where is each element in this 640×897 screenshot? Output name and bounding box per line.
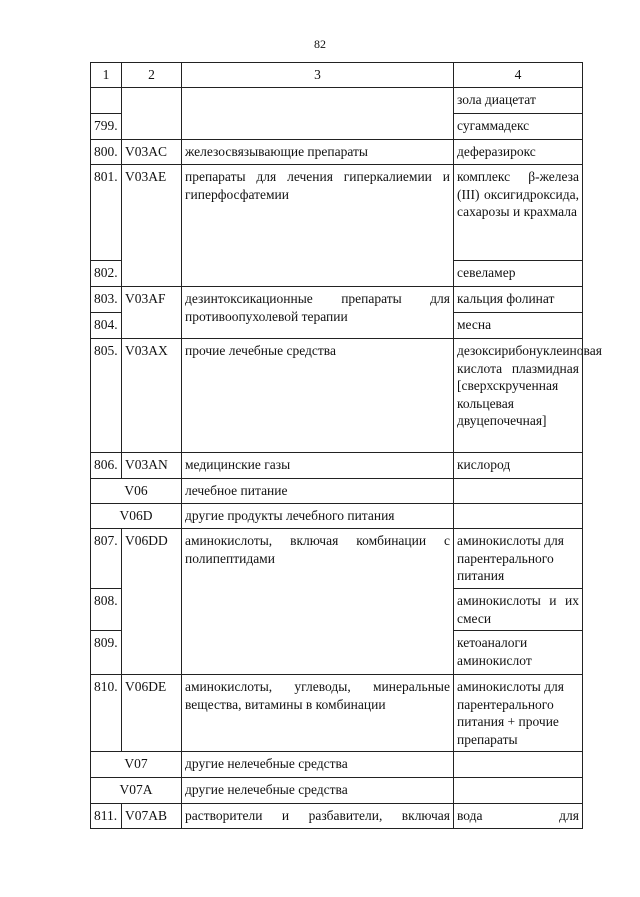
table-row — [91, 804, 583, 829]
header-cell: 3 — [182, 63, 454, 88]
group-name-cell: лечебное питание — [182, 479, 454, 504]
atc-code-cell: V03AF — [122, 287, 182, 339]
table-header-row — [91, 63, 583, 88]
group-name-cell: другие нелечебные средства — [182, 778, 454, 804]
drug-name-cell: зола диацетат — [454, 88, 583, 114]
drug-name-cell: севеламер — [454, 261, 583, 287]
row-number-cell: 802. — [91, 261, 122, 287]
group-name-cell: аминокислоты, включая комбинации с полипептидами — [182, 529, 454, 675]
row-number-cell — [91, 88, 122, 114]
drug-name-cell — [454, 752, 583, 778]
group-name-cell: другие нелечебные средства — [182, 752, 454, 778]
table-row — [91, 140, 583, 165]
row-number-cell: 805. — [91, 339, 122, 453]
drug-name-cell: вода для — [454, 804, 583, 829]
atc-code-cell: V06DE — [122, 675, 182, 752]
group-row — [91, 752, 583, 778]
row-number-cell: 799. — [91, 114, 122, 140]
group-name-cell: препараты для лечения гиперкалиемии и гиперфосфатемии — [182, 165, 454, 287]
atc-group-code-cell: V07 — [91, 752, 182, 778]
drug-name-cell: кетоаналоги аминокислот — [454, 631, 583, 675]
row-number-cell: 810. — [91, 675, 122, 752]
drug-classification-table — [90, 62, 602, 829]
drug-name-cell: аминокислоты для парентерального питания + прочие препараты — [454, 675, 583, 752]
atc-group-code-cell: V06 — [91, 479, 182, 504]
table-row — [91, 165, 583, 261]
atc-code-cell: V07AB — [122, 804, 182, 829]
table-row — [91, 453, 583, 479]
drug-name-cell: сугаммадекс — [454, 114, 583, 140]
table-row — [91, 339, 583, 453]
row-number-cell: 807. — [91, 529, 122, 589]
drug-name-cell: кальция фолинат — [454, 287, 583, 313]
drug-name-cell: деферазирокс — [454, 140, 583, 165]
group-name-cell — [182, 88, 454, 140]
drug-name-cell: комплекс β-железа (III) оксигидроксида, сахарозы и крахмала — [454, 165, 583, 261]
row-number-cell: 811. — [91, 804, 122, 829]
drug-name-cell — [454, 504, 583, 529]
row-number-cell: 801. — [91, 165, 122, 261]
group-row — [91, 778, 583, 804]
drug-name-cell: аминокислоты для парентерального питания — [454, 529, 583, 589]
drug-name-cell: кислород — [454, 453, 583, 479]
drug-name-cell: аминокислоты и их смеси — [454, 589, 583, 631]
row-number-cell: 806. — [91, 453, 122, 479]
atc-group-code-cell: V07A — [91, 778, 182, 804]
header-cell: 4 — [454, 63, 583, 88]
group-name-cell: железосвязывающие препараты — [182, 140, 454, 165]
drug-name-cell — [454, 778, 583, 804]
row-number-cell: 804. — [91, 313, 122, 339]
header-cell: 1 — [91, 63, 122, 88]
atc-code-cell: V03AC — [122, 140, 182, 165]
header-cell: 2 — [122, 63, 182, 88]
row-number-cell: 808. — [91, 589, 122, 631]
group-name-cell: прочие лечебные средства — [182, 339, 454, 453]
group-row — [91, 479, 583, 504]
row-number-cell: 800. — [91, 140, 122, 165]
table-row — [91, 675, 583, 752]
group-name-cell: другие продукты лечебного питания — [182, 504, 454, 529]
group-name-cell: дезинтоксикационные препараты для противоопухолевой терапии — [182, 287, 454, 339]
atc-code-cell: V03AN — [122, 453, 182, 479]
atc-code-cell: V06DD — [122, 529, 182, 675]
drug-name-cell: дезоксирибонуклеиновая кислота плазмидная [сверхскрученная кольцевая двуцепочечная] — [454, 339, 583, 453]
table-row — [91, 287, 583, 313]
group-name-cell: медицинские газы — [182, 453, 454, 479]
table-row — [91, 88, 583, 114]
group-name-cell: растворители и разбавители, включая — [182, 804, 454, 829]
atc-code-cell — [122, 88, 182, 140]
row-number-cell: 803. — [91, 287, 122, 313]
atc-group-code-cell: V06D — [91, 504, 182, 529]
drug-name-cell: месна — [454, 313, 583, 339]
table-row — [91, 529, 583, 589]
group-name-cell: аминокислоты, углеводы, минеральные вещества, витамины в комбинации — [182, 675, 454, 752]
atc-code-cell: V03AE — [122, 165, 182, 287]
atc-code-cell: V03AX — [122, 339, 182, 453]
row-number-cell: 809. — [91, 631, 122, 675]
drug-name-cell — [454, 479, 583, 504]
page-number: 82 — [314, 37, 326, 51]
group-row — [91, 504, 583, 529]
